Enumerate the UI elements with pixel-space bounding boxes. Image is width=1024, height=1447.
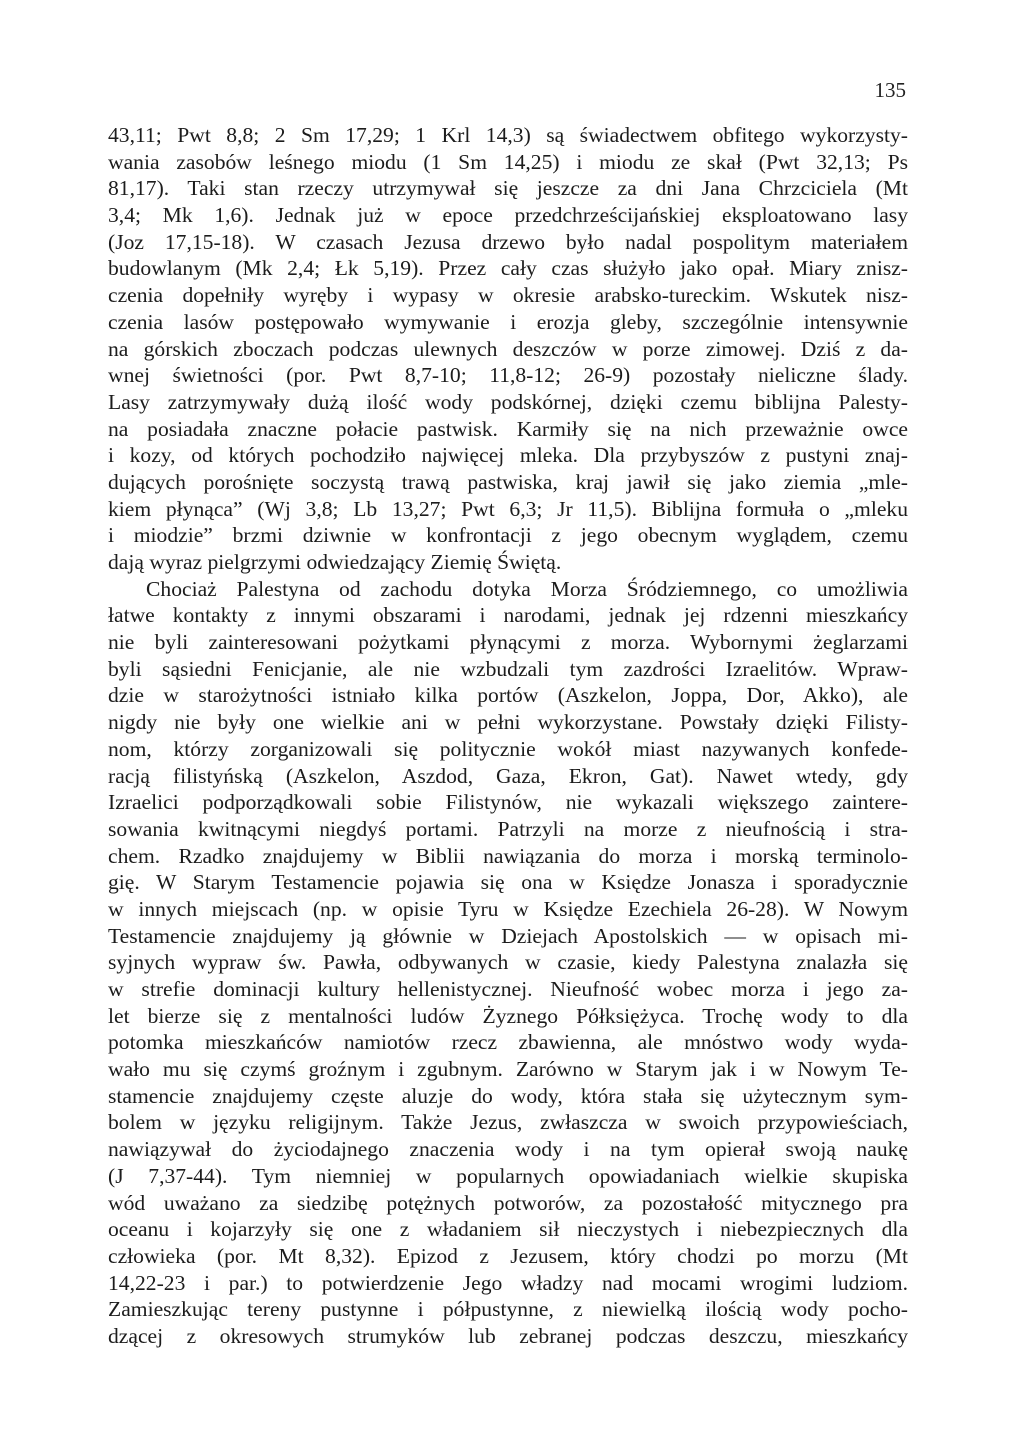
text-line: oceanu i kojarzyły się one z władaniem sił nieczystych i niebezpiecznych dla xyxy=(108,1217,908,1242)
text-line: czenia dopełniły wyręby i wypasy w okresie arabsko-tureckim. Wskutek nisz- xyxy=(108,283,908,308)
text-line: na górskich zboczach podczas ulewnych deszczów w porze zimowej. Dziś z da- xyxy=(108,336,908,361)
text-line: sowania kwitnącymi niegdyś portami. Patrzyli na morze z nieufnością i stra- xyxy=(108,816,908,841)
text-line: i miodzie” brzmi dziwnie w konfrontacji z jego obecnym wyglądem, czemu xyxy=(108,523,908,548)
text-line: w innych miejscach (np. w opisie Tyru w Księdze Ezechiela 26-28). W Nowym xyxy=(108,896,908,921)
text-line: wania zasobów leśnego miodu (1 Sm 14,25) i miodu ze skał (Pwt 32,13; Ps xyxy=(108,149,908,174)
text-line: 81,17). Taki stan rzeczy utrzymywał się jeszcze za dni Jana Chrzciciela (Mt xyxy=(108,176,908,201)
text-line: na posiadała znaczne połacie pastwisk. Karmiły się na nich przeważnie owce xyxy=(108,416,908,441)
text-line: Chociaż Palestyna od zachodu dotyka Morza Śródziemnego, co umożliwia xyxy=(146,576,908,601)
body-text xyxy=(108,122,908,1350)
text-line: kiem płynąca” (Wj 3,8; Lb 13,27; Pwt 6,3; Jr 11,5). Biblijna formuła o „mleku xyxy=(108,496,908,521)
text-line: nawiązywał do życiodajnego znaczenia wody i na tym opierał swoją naukę xyxy=(108,1137,908,1162)
text-line: nigdy nie były one wielkie ani w pełni wykorzystane. Powstały dzięki Filisty- xyxy=(108,710,908,735)
text-line: let bierze się z mentalności ludów Żyznego Półksiężyca. Trochę wody to dla xyxy=(108,1003,908,1028)
text-line: (J 7,37-44). Tym niemniej w popularnych opowiadaniach wielkie skupiska xyxy=(108,1163,908,1188)
text-line: nie byli zainteresowani pożytkami płynącymi z morza. Wybornymi żeglarzami xyxy=(108,630,908,655)
text-line: gię. W Starym Testamencie pojawia się ona w Księdze Jonasza i sporadycznie xyxy=(108,870,908,895)
text-line: Testamencie znajdujemy ją głównie w Dziejach Apostolskich — w opisach mi- xyxy=(108,923,908,948)
text-line: stamencie znajdujemy częste aluzje do wody, która stała się użytecznym sym- xyxy=(108,1083,908,1108)
text-line: łatwe kontakty z innymi obszarami i narodami, jednak jej rdzenni mieszkańcy xyxy=(108,603,908,628)
text-line: bolem w języku religijnym. Także Jezus, zwłaszcza w swoich przypowieściach, xyxy=(108,1110,908,1135)
text-line: człowieka (por. Mt 8,32). Epizod z Jezusem, który chodzi po morzu (Mt xyxy=(108,1243,908,1268)
text-line: chem. Rzadko znajdujemy w Biblii nawiązania do morza i morską terminolo- xyxy=(108,843,908,868)
text-line: syjnych wypraw św. Pawła, odbywanych w czasie, kiedy Palestyna znalazła się xyxy=(108,950,908,975)
text-line: dzie w starożytności istniało kilka portów (Aszkelon, Joppa, Dor, Akko), ale xyxy=(108,683,908,708)
text-line: budowlanym (Mk 2,4; Łk 5,19). Przez cały czas służyło jako opał. Miary znisz- xyxy=(108,256,908,281)
text-line: wnej świetności (por. Pwt 8,7-10; 11,8-12; 26-9) pozostały nieliczne ślady. xyxy=(108,363,908,388)
text-line: Zamieszkując tereny pustynne i półpustynne, z niewielką ilością wody pocho- xyxy=(108,1297,908,1322)
text-line: potomka mieszkańców namiotów rzecz zbawienna, ale mnóstwo wody wyda- xyxy=(108,1030,908,1055)
text-line: czenia lasów postępowało wymywanie i erozja gleby, szczególnie intensywnie xyxy=(108,309,908,334)
text-line: byli sąsiedni Fenicjanie, ale nie wzbudzali tym zazdrości Izraelitów. Wpraw- xyxy=(108,656,908,681)
text-line: racją filistyńską (Aszkelon, Aszdod, Gaza, Ekron, Gat). Nawet wtedy, gdy xyxy=(108,763,908,788)
text-line: Lasy zatrzymywały dużą ilość wody podskórnej, dzięki czemu biblijna Palesty- xyxy=(108,389,908,414)
text-line: dają wyraz pielgrzymi odwiedzający Ziemię Świętą. xyxy=(108,550,562,574)
text-line: 14,22-23 i par.) to potwierdzenie Jego władzy nad mocami wrogimi ludziom. xyxy=(108,1270,908,1295)
page-number: 135 xyxy=(874,78,906,102)
text-line: Izraelici podporządkowali sobie Filistynów, nie wykazali większego zaintere- xyxy=(108,790,908,815)
text-line: nom, którzy zorganizowali się politycznie wokół miast nazywanych konfede- xyxy=(108,736,908,761)
text-line: dzącej z okresowych strumyków lub zebranej podczas deszczu, mieszkańcy xyxy=(108,1323,908,1348)
text-line: (Joz 17,15-18). W czasach Jezusa drzewo było nadal pospolitym materiałem xyxy=(108,229,908,254)
text-line: dujących porośnięte soczystą trawą pastwiska, kraj jawił się jako ziemia „mle- xyxy=(108,469,908,494)
text-line: 3,4; Mk 1,6). Jednak już w epoce przedchrześcijańskiej eksploatowano lasy xyxy=(108,203,908,228)
text-line: w strefie dominacji kultury hellenistycznej. Nieufność wobec morza i jego za- xyxy=(108,977,908,1001)
text-line: wód uważano za siedzibę potężnych potworów, za pozostałość mitycznego pra xyxy=(108,1190,908,1215)
text-line: 43,11; Pwt 8,8; 2 Sm 17,29; 1 Krl 14,3) są świadectwem obfitego wykorzysty- xyxy=(108,123,908,147)
text-line: i kozy, od których pochodziło najwięcej mleka. Dla przybyszów z pustyni znaj- xyxy=(108,443,908,468)
text-line: wało mu się czymś groźnym i zgubnym. Zarówno w Starym jak i w Nowym Te- xyxy=(108,1057,908,1082)
